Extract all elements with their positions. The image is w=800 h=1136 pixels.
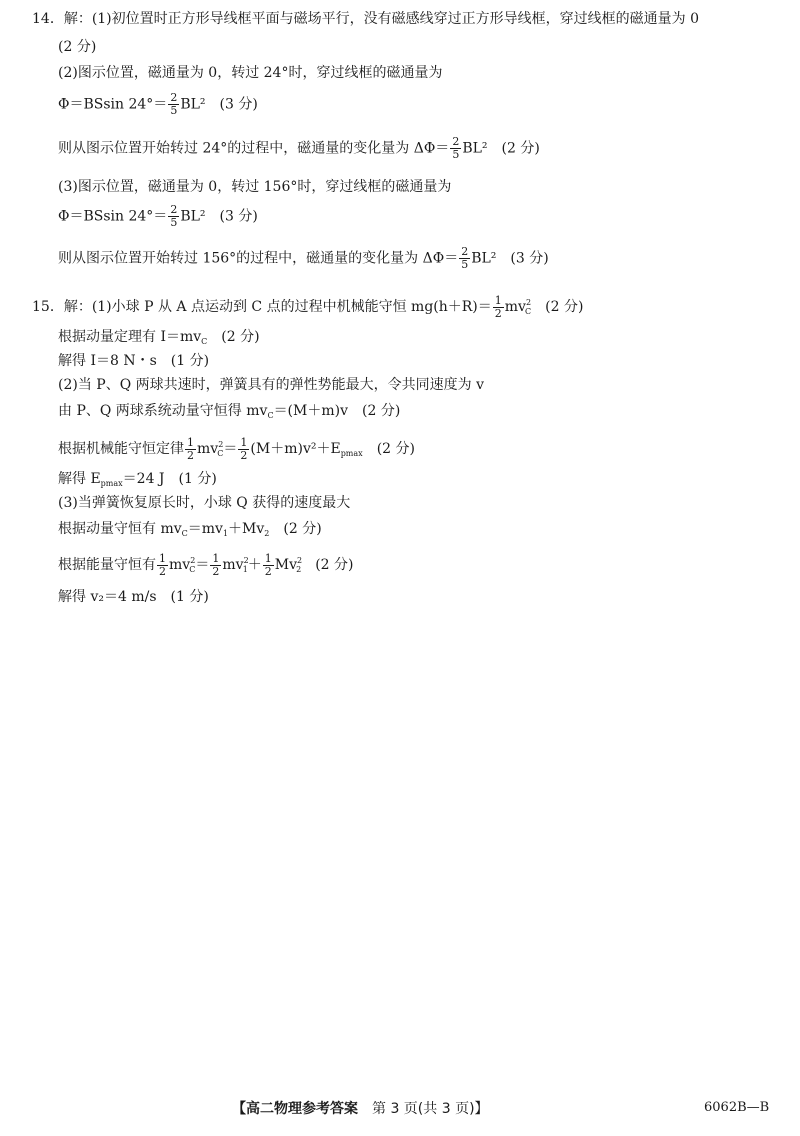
q15-line-10: 根据能量守恒有 $\frac{1}{2}$ $mv^2_C=$ $\frac{1}{2}$ $mv^2_1+$ $\frac{1}{2}$ $Mv^2_2$ (2 分) [58, 551, 354, 578]
footer-title: 【高二物理参考答案 [232, 1101, 358, 1117]
q15-line-3: 解得 I＝8 N・s (1 分) [58, 353, 210, 369]
q14-line-3: (2)图示位置，磁通量为 0，转过 24°时，穿过线框的磁通量为 [58, 65, 443, 81]
page-footer [232, 1098, 489, 1118]
q15-line-1: 15．解：(1)小球 P 从 A 点运动到 C 点的过程中机械能守恒 mg(h＋R)＝ $\frac{1}{2}$ $mv^2_C$ (2 分) [32, 293, 584, 320]
q15-line-11: 解得 v₂＝4 m/s (1 分) [58, 589, 209, 605]
q14-formula-1: Φ＝BSsin 24°＝ $\frac{2}{5}$ BL² (3 分) [58, 91, 258, 117]
q15-line-9: 根据动量守恒有 $mv_C=mv_1+Mv_2$ (2 分) [58, 521, 322, 538]
q15-line-8: (3)当弹簧恢复原长时，小球 Q 获得的速度最大 [58, 495, 351, 511]
footer-page-number: 第 3 页(共 3 页)】 [372, 1101, 489, 1117]
document-code: 6062B—B [704, 1100, 770, 1115]
q15-line-2: 根据动量定理有 $I=mv_C$ (2 分) [58, 329, 260, 346]
q15-line-7: 解得 $E_{pmax}=24$ J (1 分) [58, 471, 217, 488]
q14-line-5: 则从图示位置开始转过 24°的过程中，磁通量的变化量为 ΔΦ＝ $\frac{2}{5}$ BL² (2 分) [58, 135, 540, 161]
q14-line-6: (3)图示位置，磁通量为 0，转过 156°时，穿过线框的磁通量为 [58, 179, 452, 195]
q15-line-4: (2)当 P、Q 两球共速时，弹簧具有的弹性势能最大，令共同速度为 v [58, 377, 484, 393]
q15-line-6: 根据机械能守恒定律 $\frac{1}{2}$ $mv^2_C=$ $\frac{1}{2}$ $(M+m)v^2+E_{pmax}$ (2 分) [58, 435, 415, 462]
q14-line-1: 14．解：(1)初位置时正方形导线框平面与磁场平行，没有磁感线穿过正方形导线框，穿过线框的磁通量为 0 [32, 11, 700, 27]
q14-line-8: 则从图示位置开始转过 156°的过程中，磁通量的变化量为 ΔΦ＝ $\frac{2}{5}$ BL² (3 分) [58, 245, 549, 271]
q15-line-5: 由 P、Q 两球系统动量守恒得 $mv_C=(M+m)v$ (2 分) [58, 403, 401, 420]
q14-formula-2: Φ＝BSsin 24°＝ $\frac{2}{5}$ BL² (3 分) [58, 203, 258, 229]
q14-line-2: (2 分) [58, 39, 97, 55]
